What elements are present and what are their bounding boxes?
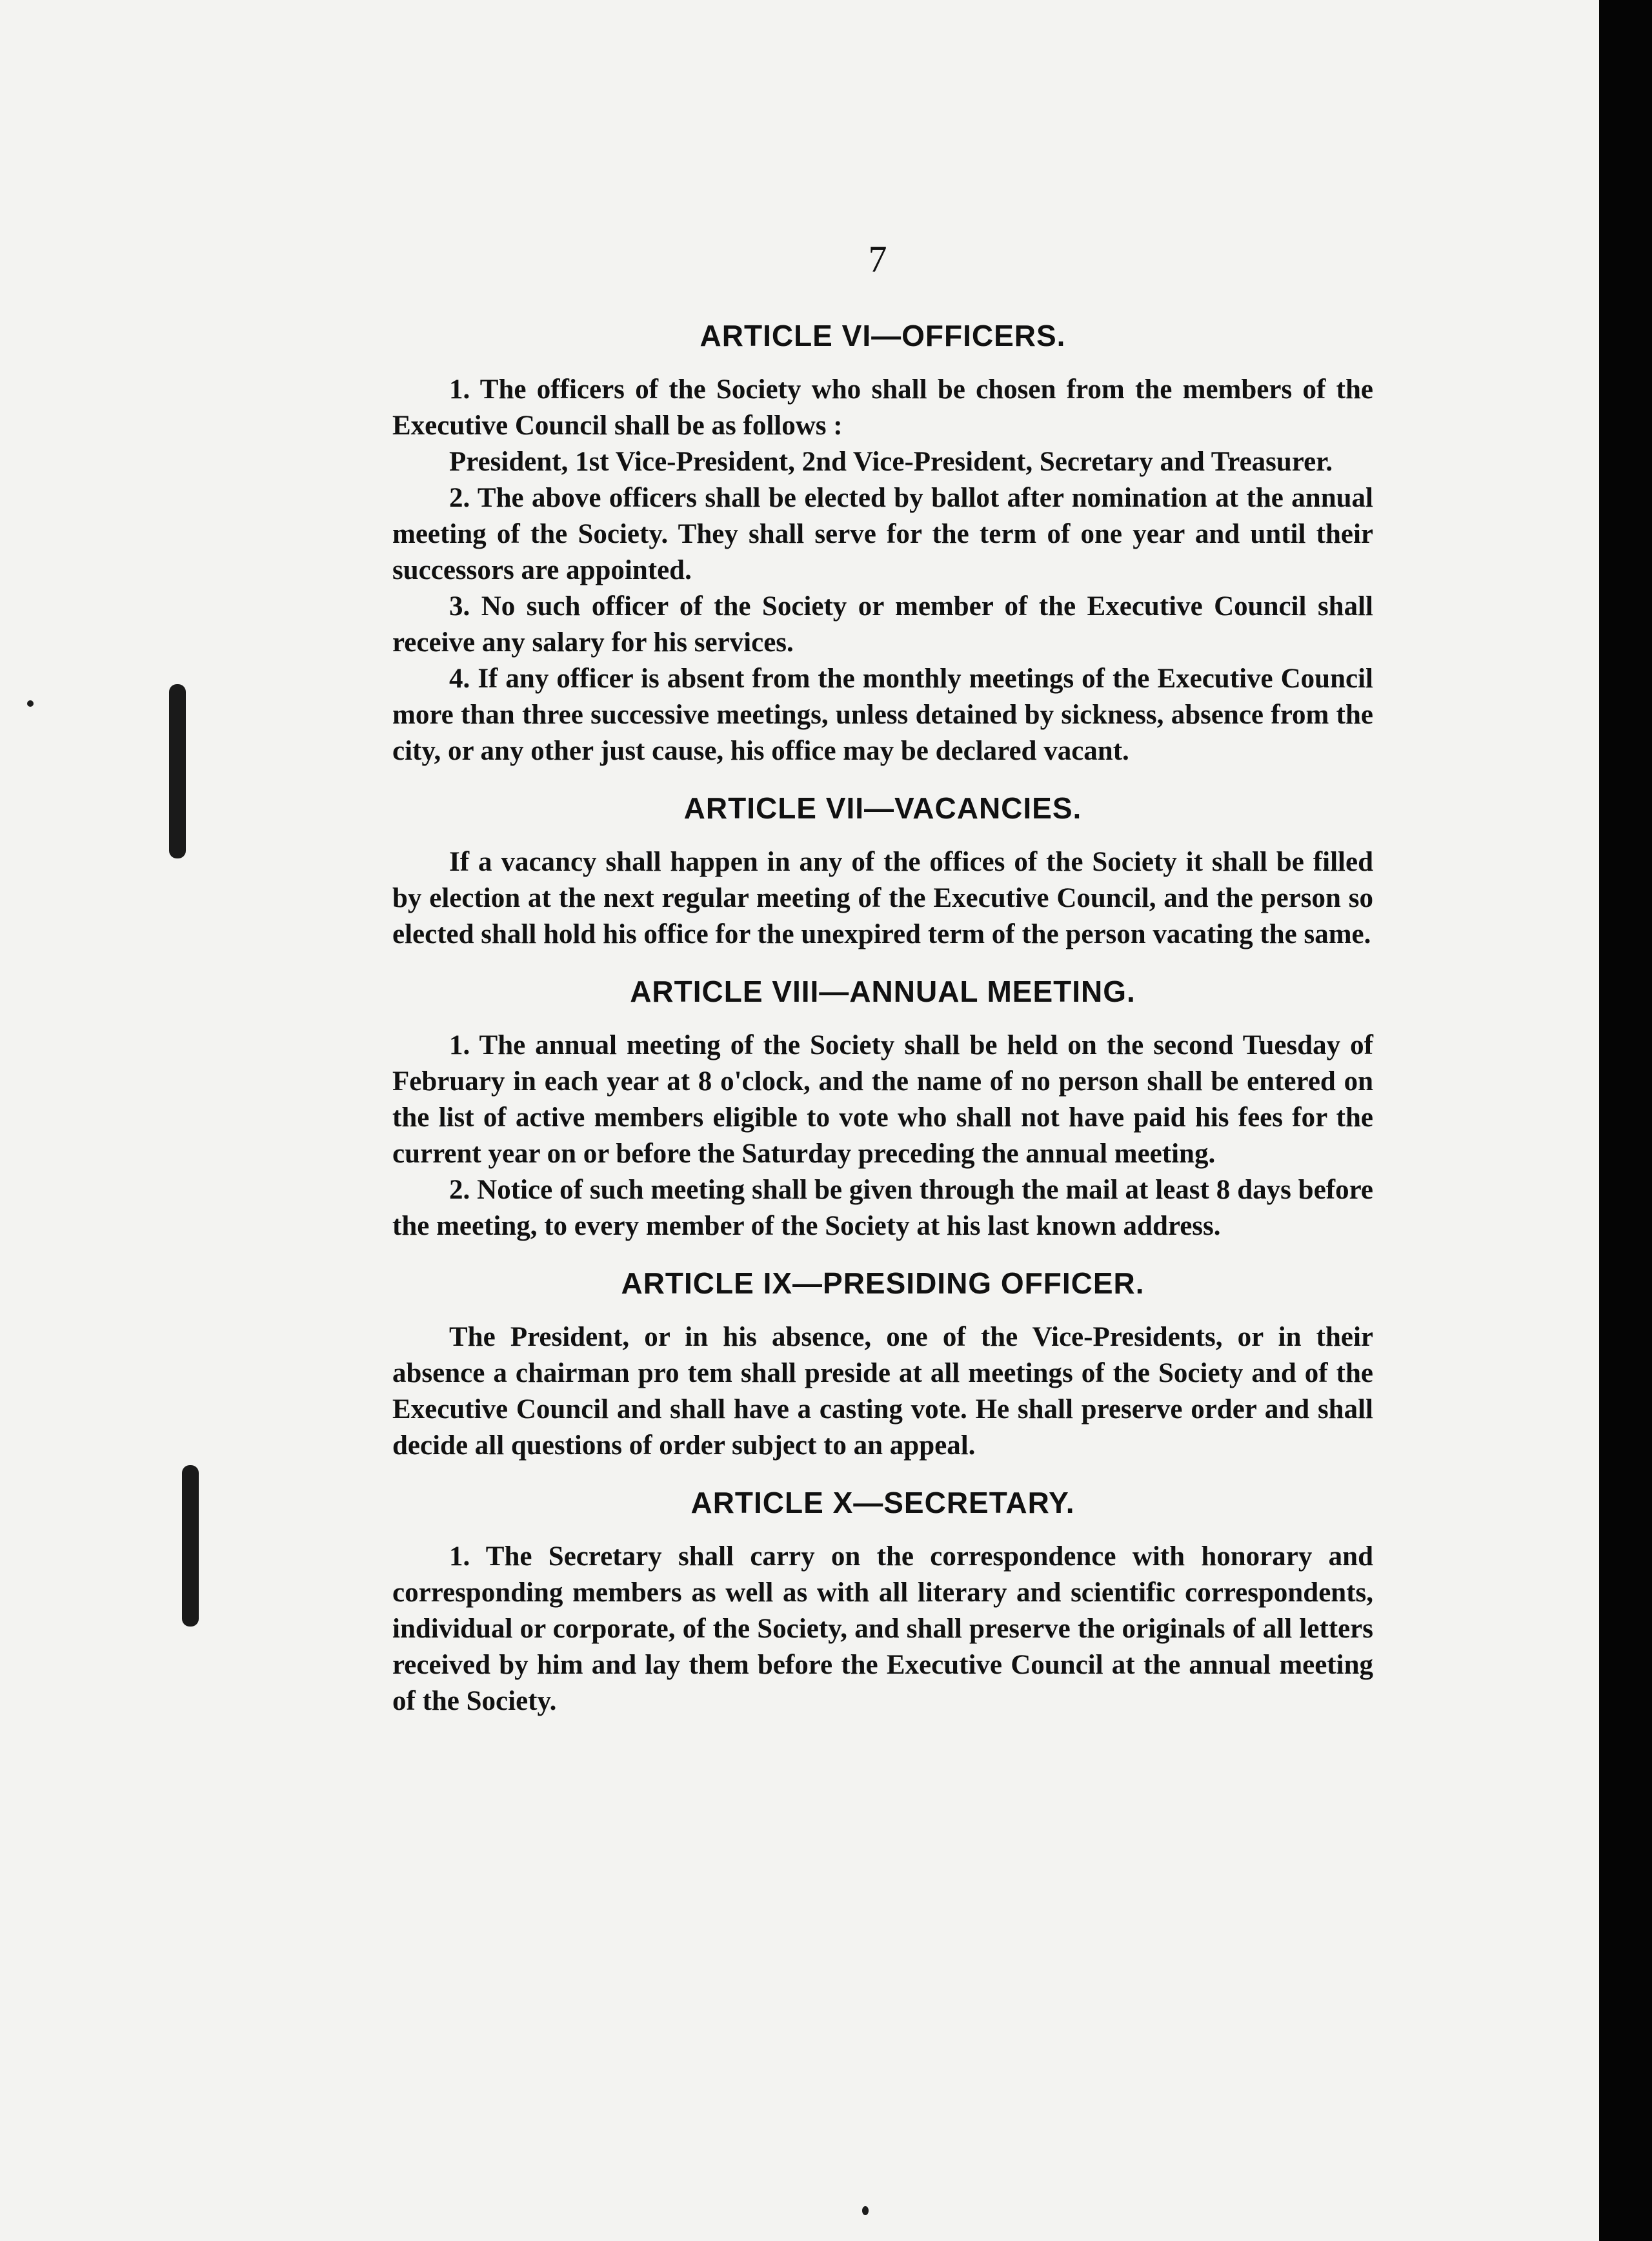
ink-speck <box>862 2206 869 2215</box>
article-section <box>392 1264 1373 1464</box>
article-heading: ARTICLE VIII—ANNUAL MEETING. <box>630 975 1136 1008</box>
page-number: 7 <box>868 238 887 280</box>
article-paragraph: If a vacancy shall happen in any of the offices of the Society it shall be filled by election at the next regular meeting of the Executive Council, and the person so elected shall hold his office for the unexpired term of the person vacating the same. <box>392 847 1373 949</box>
document-body <box>392 316 1373 1739</box>
article-heading: ARTICLE VII—VACANCIES. <box>683 791 1082 825</box>
article-paragraph: 1. The Secretary shall carry on the correspondence with honorary and corresponding members as well as with all literary and scientific correspondents, individual or corporate, of the Society, and shall preserve the originals of all letters received by him and lay them before the Executive Council at the annual meeting of the Society. <box>392 1541 1373 1716</box>
article-paragraph: 1. The annual meeting of the Society shall be held on the second Tuesday of February in each year at 8 o'clock, and the name of no person shall be entered on the list of active members eligible to vote who shall not have paid his fees for the current year on or before the Saturday preceding the annual meeting. <box>392 1030 1373 1169</box>
article-section <box>392 972 1373 1244</box>
article-section <box>392 1483 1373 1719</box>
article-paragraph: 2. The above officers shall be elected by ballot after nomination at the annual meeting of the Society. They shall serve for the term of one year and until their successors are appointed. <box>392 483 1373 585</box>
article-heading: ARTICLE X—SECRETARY. <box>690 1486 1075 1519</box>
article-paragraph: The President, or in his absence, one of the Vice-Presidents, or in their absence a chairman pro tem shall preside at all meetings of the Society and of the Executive Council and shall have a casting vote. He shall preserve order and shall decide all questions of order subject to an appeal. <box>392 1322 1373 1461</box>
article-paragraph: 3. No such officer of the Society or member of the Executive Council shall receive any salary for his services. <box>392 591 1373 658</box>
article-heading: ARTICLE IX—PRESIDING OFFICER. <box>621 1266 1145 1300</box>
scan-border <box>1599 0 1652 2241</box>
article-section <box>392 789 1373 953</box>
article-paragraph: 4. If any officer is absent from the monthly meetings of the Executive Council more than three successive meetings, unless detained by sickness, absence from the city, or any other just cause, his office may be declared vacant. <box>392 664 1373 766</box>
binding-staple-bottom <box>182 1465 199 1627</box>
binding-staple-top <box>169 684 186 858</box>
article-paragraph: 1. The officers of the Society who shall be chosen from the members of the Executive Council shall be as follows : <box>392 374 1373 441</box>
ink-speck <box>27 700 34 707</box>
article-heading: ARTICLE VI—OFFICERS. <box>700 319 1066 352</box>
article-paragraph: 2. Notice of such meeting shall be given through the mail at least 8 days before the meeting, to every member of the Society at his last known address. <box>392 1175 1373 1241</box>
article-section <box>392 316 1373 769</box>
article-paragraph: President, 1st Vice-President, 2nd Vice-President, Secretary and Treasurer. <box>449 447 1333 477</box>
